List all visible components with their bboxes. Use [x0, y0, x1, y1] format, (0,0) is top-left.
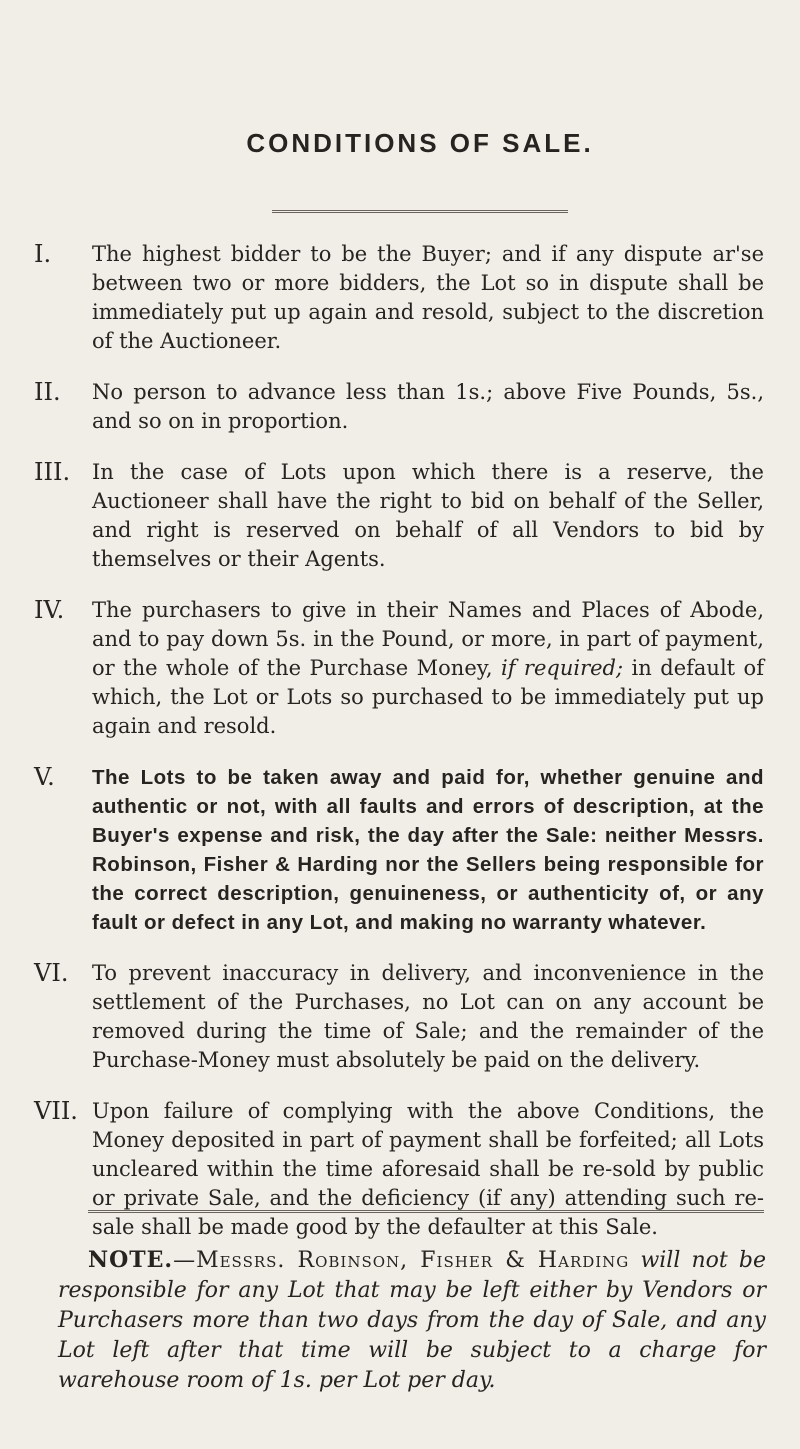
condition-text-italic: if required; [500, 656, 624, 680]
note-firm: —Messrs. Robinson, Fisher & Harding [173, 1248, 630, 1273]
condition-text: Upon failure of complying with the above Conditions, the Money deposited in part of payment shall be forfeited; all Lots uncleared within the time aforesaid shall be re-sold by public or private Sale, and the deficiency (if any) attending such re-sale shall be made good by the defaulter at this Sale. [92, 1099, 764, 1239]
page-title: CONDITIONS OF SALE. [246, 128, 594, 158]
condition-numeral: III. [34, 458, 71, 486]
condition-text: To prevent inaccuracy in delivery, and inconvenience in the settlement of the Purchases, no Lot can on any account be removed during the time of Sale; and the remainder of the Purchase-Money must absolutely be paid on the delivery. [92, 961, 764, 1072]
condition-text: The highest bidder to be the Buyer; and if any dispute ar'se between two or more bidders, the Lot so in dispute shall be immediately put up again and resold, subject to the discretion of the Auctioneer. [92, 242, 764, 353]
note-text: will not be responsible for any Lot that may be left either by Vendors or Purchasers more than two days from the day of Sale, and any Lot left after that time will be subject to a charge for warehouse room of 1s. per Lot per day. [58, 1248, 766, 1393]
section-divider [88, 1210, 764, 1213]
title-underline [272, 210, 568, 213]
condition-4 [34, 596, 764, 741]
condition-5 [34, 763, 764, 937]
condition-3 [34, 458, 764, 574]
condition-2 [34, 378, 764, 436]
note-label: NOTE. [88, 1247, 174, 1273]
condition-numeral: I. [34, 240, 52, 268]
condition-numeral: IV. [34, 596, 65, 624]
condition-numeral: VI. [34, 959, 69, 987]
condition-text: In the case of Lots upon which there is a reserve, the Auctioneer shall have the right to bid on behalf of the Seller, and right is reserved on behalf of all Vendors to bid by themselves or their Agents. [92, 460, 764, 571]
note-paragraph [58, 1245, 766, 1396]
condition-text-after: in default of which, the Lot or Lots so purchased to be immediately put up again and resold. [92, 656, 764, 738]
condition-text-before: The purchasers to give in their Names and Places of Abode, and to pay down 5s. in the Pound, or more, in part of payment, or the whole of the Purchase Money, [92, 598, 764, 680]
conditions-list [34, 240, 764, 1264]
condition-text: No person to advance less than 1s.; above Five Pounds, 5s., and so on in proportion. [92, 380, 764, 433]
condition-numeral: II. [34, 378, 61, 406]
condition-6 [34, 959, 764, 1075]
condition-numeral: VII. [34, 1097, 78, 1125]
condition-1 [34, 240, 764, 356]
condition-7 [34, 1097, 764, 1242]
condition-text: The Lots to be taken away and paid for, whether genuine and authentic or not, with all faults and errors of description, at the Buyer's expense and risk, the day after the Sale: neither Messrs. Robinson, Fisher & Harding nor the Sellers being responsible for the correct description, genuineness, or authenticity of, or any fault or defect in any Lot, and making no warranty whatever. [92, 766, 764, 934]
condition-text [92, 596, 764, 741]
condition-numeral: V. [34, 763, 55, 791]
